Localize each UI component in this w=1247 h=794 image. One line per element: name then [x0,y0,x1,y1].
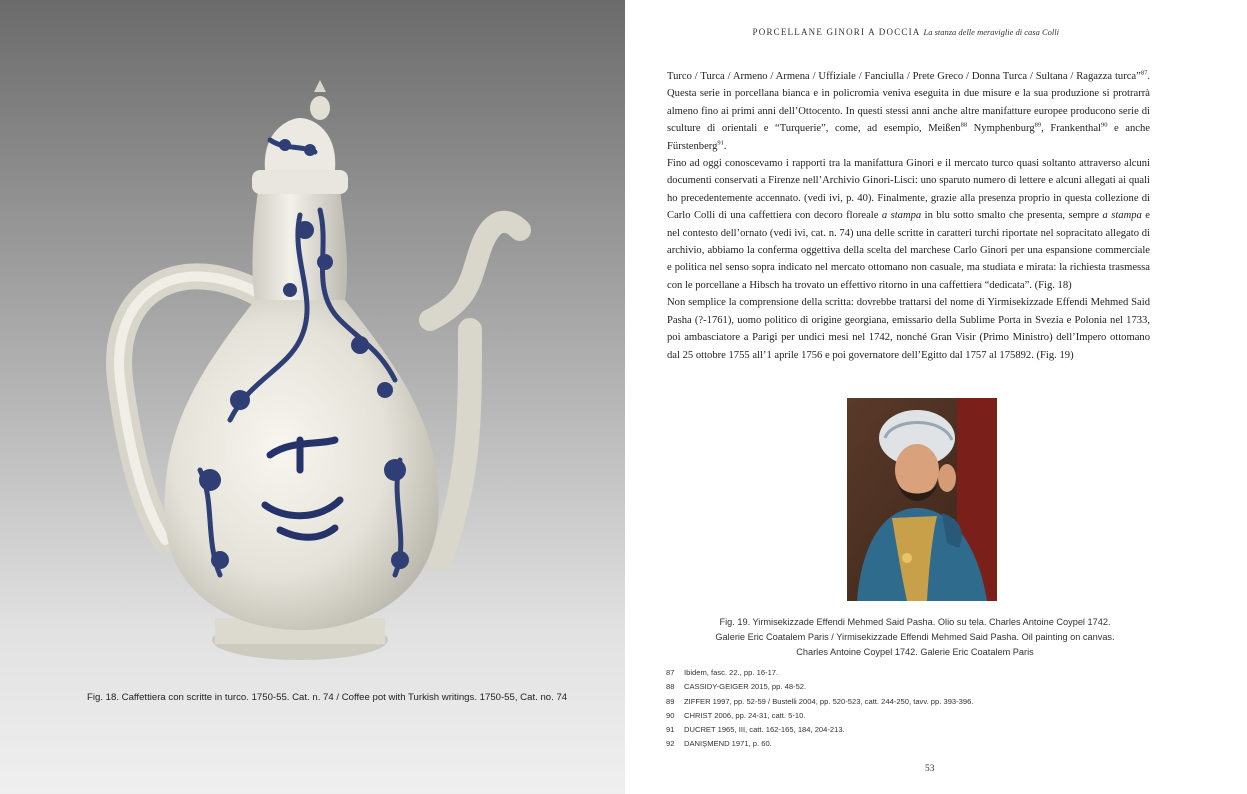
text-run: in blu sotto smalto che presenta, sempre [921,210,1103,222]
text-run: . Questa serie in porcellana bianca e in policromia veniva eseguita in due misure e la sua produzione si protrarrà almeno fino ai primi anni dell’Ottocento. In questi stessi anni anche altre manifatture europee producono serie di sculture di orientali e “Turquerie”, come, ad esempio, Meißen [667,71,1150,135]
running-head-title: PORCELLANE GINORI A DOCCIA [752,27,921,37]
footnote-number: 88 [666,682,675,692]
footnote [666,709,1146,723]
footnote-number: 90 [666,710,675,720]
text-run: . [723,140,727,152]
paragraph [667,155,1150,294]
footnotes [666,666,1146,752]
caption-line: Charles Antoine Coypel 1742. Galerie Eric Coatalem Paris [796,647,1034,657]
footnote-text: DUCRET 1965, III, catt. 162-165, 184, 204-213. [684,725,845,735]
footnote-text: DANIŞMEND 1971, p. 60. [684,739,772,749]
caption-line: Fig. 19. Yirmisekizzade Effendi Mehmed Said Pasha. Olio su tela. Charles Antoine Coypel 1742. [719,617,1111,627]
footnote-text: Ibidem, fasc. 22., pp. 16-17. [684,668,779,677]
running-head-subtitle: La stanza delle meraviglie di casa Colli [923,27,1059,37]
text-run: , Frankenthal [1041,123,1101,135]
footnote-ref[interactable]: 87 [1140,69,1148,77]
footnote [666,723,1146,737]
footnote-ref[interactable]: 89 [1034,121,1042,129]
footnote-text: CASSIDY-GEIGER 2015, pp. 48-52. [684,682,807,692]
text-run: Turco / Turca / Armeno / Armena / Uffiziale / Fanciulla / Prete Greco / Donna Turca / Sultana / Ragazza turca” [667,71,1141,82]
footnote-text: CHRIST 2006, pp. 24-31, catt. 5-10. [684,710,806,720]
footnote-number: 91 [666,725,675,735]
footnote-ref[interactable]: 88 [960,121,968,129]
paragraph: Non semplice la comprensione della scritta: dovrebbe trattarsi del nome di Yirmisekizzade Effendi Mehmed Said Pasha (?-1761), uomo politico di origine georgiana, emissario della Sublime Porta in Svezia e Polonia nel 1733, poi ambasciatore a Parigi per undici mesi nel 1742, nonché Gran Visir (Primo Ministro) dell’Impero ottomano dal 25 ottobre 1755 all’1 aprile 1756 e poi governatore dell’Egitto dal 1757 al 175892. (Fig. 19) [667,297,1150,361]
portrait-painting [847,398,997,601]
footnote [666,666,1146,680]
paragraph [667,68,1150,155]
footnote-text: ZIFFER 1997, pp. 52-59 / Bustelli 2004, pp. 520-523, catt. 244-250, tavv. pp. 393-396. [684,696,974,706]
footnote-number: 92 [666,739,675,749]
right-page [625,0,1247,794]
footnote [666,680,1146,694]
text-run-italic: a stampa [881,210,922,222]
text-run: e anche Fürstenberg [667,123,1151,152]
text-run-italic: a stampa [1102,210,1142,222]
text-run: e nel contesto dell’ornato (vedi ivi, cat. n. 74) una delle scritte in caratteri turchi riportate nel sopracitato allegato di archivio, abbiamo la conferma oggettiva della scelta del marchese Carlo Ginori per una espansione commerciale e politica nel senso sopra indicato nel mercato ottomano non casuale, ma studiata e mirata: la richiesta trasmessa con le porcellane a Hibsch ha trovato un effettivo ritorno in una caffettiera “dedicata”. (Fig. 18) [667,210,1150,291]
text-run: Nymphenburg [967,123,1035,135]
running-head [753,27,1059,37]
figure-18-caption: Fig. 18. Caffettiera con scritte in turco. 1750-55. Cat. n. 74 / Coffee pot with Turkish writings. 1750-55, Cat. no. 74 [87,692,568,703]
footnote-ref[interactable]: 91 [717,139,724,147]
footnote-ref[interactable]: 90 [1100,121,1108,129]
footnote-number: 89 [666,696,675,706]
footnote-number: 87 [666,668,675,677]
text-run: Fino ad oggi conoscevamo i rapporti tra la manifattura Ginori e il mercato turco quasi soltanto attraverso alcuni documenti conservati a Firenze nell’Archivio Ginori-Lisci: uno sparuto numero di lettere e alcuni allegati ai quali ho precedentemente accennato. (vedi ivi, p. 40). Finalmente, grazie alla presenza proprio in questa collezione di Carlo Colli di una caffettiera con decoro floreale [667,158,1150,222]
footnote [666,737,1146,751]
footnote [666,695,1146,709]
caption-line: Galerie Eric Coatalem Paris / Yirmisekizzade Effendi Mehmed Said Pasha. Oil painting on canvas. [715,632,1115,642]
page-number: 53 [925,764,935,774]
figure-19-caption [675,615,1155,660]
body-text [667,68,1150,364]
